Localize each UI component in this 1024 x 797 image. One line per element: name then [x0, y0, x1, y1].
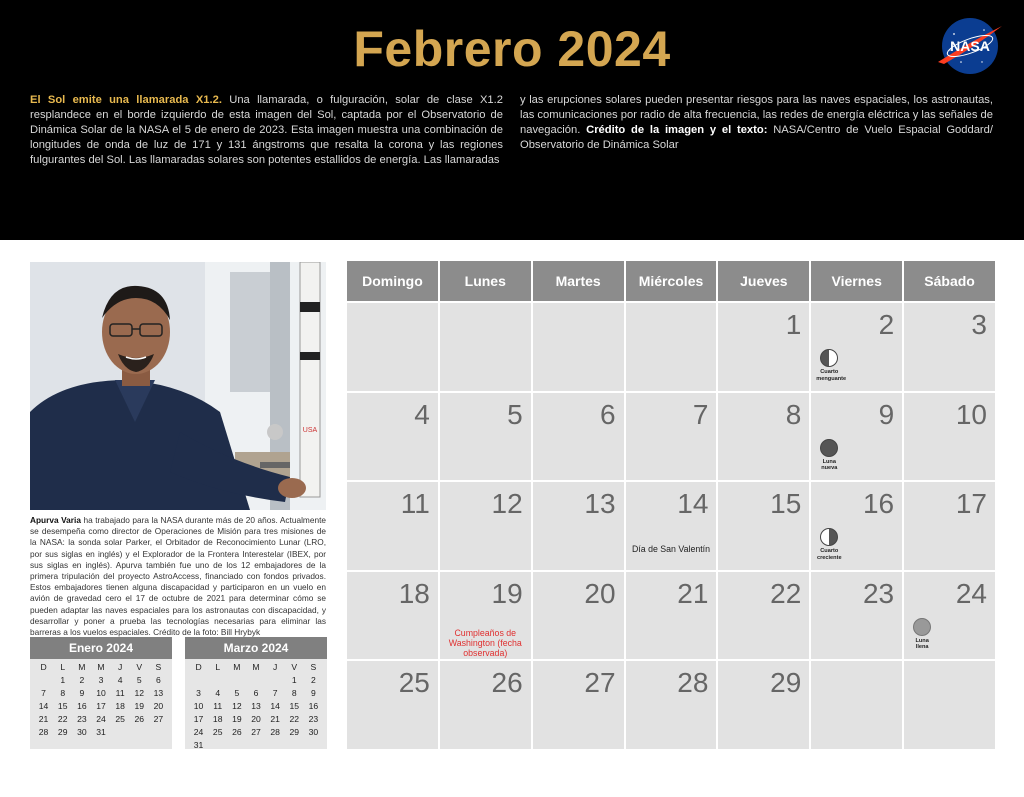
day-number: 25: [398, 667, 430, 698]
day-cell: [811, 661, 902, 749]
day-cell: [347, 482, 438, 570]
mini-day: [34, 675, 53, 686]
day-cell: [533, 303, 624, 391]
day-cell: [904, 393, 995, 481]
mini-day: 7: [272, 688, 278, 698]
mini-day: 23: [77, 714, 87, 724]
mini-day: [227, 675, 246, 686]
mini-day: 16: [77, 701, 87, 711]
page-title: Febrero 2024: [353, 21, 671, 77]
day-cell: [626, 482, 717, 570]
mini-day: 5: [234, 688, 240, 698]
day-cell: [347, 661, 438, 749]
moon-phase: [816, 439, 842, 472]
mini-day: [266, 740, 285, 751]
mini-day: 18: [115, 701, 125, 711]
day-cell: [347, 572, 438, 660]
day-number: 6: [599, 398, 616, 430]
day-number: 4: [414, 398, 430, 430]
day-number: 28: [677, 667, 709, 698]
mini-day: 8: [60, 688, 66, 698]
day-cell: [440, 393, 531, 481]
mini-day: 13: [153, 688, 164, 698]
mini-day: 26: [134, 714, 145, 724]
mini-day: 11: [115, 688, 125, 698]
weekday-label: Domingo: [347, 261, 438, 301]
mini-day: 2: [79, 675, 85, 685]
day-number: 11: [400, 488, 430, 519]
portrait-photo: [30, 262, 326, 510]
mini-weekday-label: M: [233, 662, 241, 672]
description-left: [30, 93, 503, 168]
mini-day: [189, 675, 208, 686]
moon-phase: [816, 528, 842, 561]
mini-weekday-label: J: [272, 662, 278, 672]
day-number: 16: [862, 488, 895, 519]
day-number: 14: [677, 488, 709, 519]
mini-day: 4: [117, 675, 123, 685]
moon-phase: [909, 618, 935, 651]
day-cell: [533, 482, 624, 570]
mini-day: 11: [213, 701, 223, 711]
moon-first-quarter-icon: [820, 528, 838, 546]
mini-day: 25: [115, 714, 125, 724]
mini-day: 24: [96, 714, 106, 724]
mini-day: [246, 675, 265, 686]
rocket-usa-label: USA: [302, 427, 318, 434]
day-number: 15: [770, 488, 802, 519]
day-cell: [904, 572, 995, 660]
mini-day: 1: [60, 675, 66, 685]
mini-day: 6: [253, 688, 259, 698]
month-calendar: [347, 261, 995, 750]
mini-day: 9: [79, 688, 85, 698]
weekday-label: Jueves: [718, 261, 809, 301]
day-cell: [811, 572, 902, 660]
day-cell: [626, 572, 717, 660]
mini-day: [111, 727, 130, 738]
caption-text: ha trabajado para la NASA durante más de 20 años. Actualmente se desempeña como director de Operaciones de Misión para tres misiones de la NASA: la sonda solar Parker, el Orbitador de Reconocimiento Lunar (LRO, por sus siglas en inglés) y el Explorador de la Frontera Interestelar (IBEX, por sus siglas en inglés). Apurva también fue uno de los 12 embajadores de la primera tripulación del proyecto AstroAccess, financiado con fondos privados. Estos embajadores tienen alguna discapacidad y participaron en un vuelo en avión de gravedad cero el 17 de octubre de 2021 para determinar cómo se pueden adaptar las naves espaciales para los astronautas con discapacidad, y desarrollar y poner a prueba las tecnologías necesarias para eliminar las barreras a los vuelos espaciales. Crédito de la foto: Bill Hrybyk: [30, 515, 326, 638]
day-number: 17: [955, 488, 987, 519]
day-cell: [718, 572, 809, 660]
mini-day: [285, 740, 304, 751]
mini-day: 31: [193, 740, 204, 750]
mini-day: 24: [193, 727, 204, 737]
mini-day: 30: [77, 727, 87, 737]
day-cell: [347, 393, 438, 481]
holiday-event: Cumpleaños de Washington (fecha observada): [448, 627, 522, 658]
day-number: 8: [785, 398, 802, 430]
credit-label: Crédito de la imagen y el texto:: [586, 124, 768, 136]
mini-day: 10: [96, 688, 106, 698]
day-cell: [533, 572, 624, 660]
day-number: 13: [584, 488, 616, 519]
mini-calendar-title: Enero 2024: [30, 637, 172, 659]
mini-weekday-label: S: [310, 662, 317, 672]
mini-day: [149, 727, 168, 738]
mini-day: 27: [153, 714, 164, 724]
mini-day: 29: [289, 727, 300, 737]
day-number: 26: [491, 667, 523, 698]
description-right-text: y las erupciones solares pueden presentar riesgos para las naves espaciales, los astronautas, las comunicaciones por radio de alta frecuencia, las redes de energía eléctrica y las señales de navegación.: [520, 94, 993, 136]
mini-day: 3: [98, 675, 104, 685]
mini-day: 14: [270, 701, 280, 711]
mini-day: [266, 675, 285, 686]
description-left-text: Una llamarada, o fulguración, solar de clase X1.2 resplandece en el borde izquierdo de esta imagen del Sol, captada por el Observatorio de Dinámica Solar de la NASA el 5 de enero de 2023. Esta imagen muestra una combinación de longitudes de onda de luz de 171 y 131 ángstroms que resalta la corona y las regiones fulgurantes del Sol. Las llamaradas solares son potentes estallidos de energía. Las llamaradas: [30, 94, 503, 166]
day-cell: [811, 303, 902, 391]
caption-name: Apurva Varia: [30, 515, 81, 525]
mini-weekday-label: D: [40, 662, 47, 672]
weekday-label: Martes: [533, 261, 624, 301]
day-number: 22: [770, 577, 802, 609]
day-number: 19: [491, 577, 523, 609]
mini-day: 25: [212, 727, 223, 737]
mini-day: 8: [291, 688, 297, 698]
moon-last-quarter-icon: [820, 349, 838, 367]
mini-weekday-label: S: [155, 662, 162, 672]
day-cell: [626, 661, 717, 749]
day-cell: [533, 661, 624, 749]
day-number: 18: [398, 577, 430, 609]
mini-day: 12: [134, 688, 145, 698]
mini-day: 14: [38, 701, 49, 711]
mini-calendar-march: [185, 637, 327, 749]
mini-weekday-label: L: [215, 662, 221, 672]
moon-phase-label: Luna nueva: [821, 458, 838, 471]
mini-weekday-label: V: [291, 662, 298, 672]
mini-day: 2: [311, 675, 316, 685]
mini-day: 26: [232, 727, 242, 737]
mini-weekday-label: M: [252, 662, 260, 672]
mini-day: [227, 740, 246, 751]
mini-day: 21: [270, 714, 280, 724]
mini-day: 20: [153, 701, 164, 711]
mini-day: [304, 740, 323, 751]
mini-weekday-label: V: [136, 662, 143, 672]
mini-day: 23: [308, 714, 319, 724]
credit-text: NASA/Centro de Vuelo Espacial Goddard/ Observatorio de Dinámica Solar: [520, 124, 993, 151]
moon-full-icon: [913, 618, 931, 636]
day-number: 24: [955, 577, 987, 609]
mini-day: [208, 675, 227, 686]
day-cell: [626, 303, 717, 391]
mini-weekday-label: L: [60, 662, 66, 672]
mini-day: 21: [38, 714, 49, 724]
mini-weekday-label: M: [97, 662, 105, 672]
mini-day: 7: [41, 688, 46, 698]
mini-day: 9: [311, 688, 316, 698]
mini-day: 28: [270, 727, 280, 737]
moon-phase-label: Cuarto creciente: [816, 548, 842, 561]
header-banner: [0, 0, 1024, 240]
day-cell: [347, 303, 438, 391]
weekday-label: Sábado: [904, 261, 995, 301]
mini-day: 17: [193, 714, 204, 724]
day-number: 10: [955, 398, 987, 430]
mini-day: [208, 740, 227, 751]
moon-phase-label: Cuarto menguante: [816, 369, 847, 382]
calendar-grid: [347, 303, 995, 749]
day-number: 3: [971, 309, 987, 340]
mini-day: 19: [134, 701, 145, 711]
mini-calendar-grid: [30, 659, 172, 738]
day-number: 7: [692, 398, 709, 430]
mini-day: 15: [289, 701, 300, 711]
mini-day: 29: [57, 727, 68, 737]
mini-day: 31: [96, 727, 106, 737]
description-headline: El Sol emite una llamarada X1.2.: [30, 94, 222, 106]
description-right: [520, 93, 993, 153]
mini-weekday-label: D: [195, 662, 202, 672]
day-cell: [904, 303, 995, 391]
day-cell: [718, 482, 809, 570]
moon-phase: [816, 349, 847, 382]
mini-day: 6: [156, 675, 161, 685]
day-cell: [718, 393, 809, 481]
mini-day: [130, 727, 149, 738]
day-number: 23: [862, 577, 895, 609]
mini-day: 13: [251, 701, 261, 711]
mini-day: 18: [212, 714, 223, 724]
mini-day: 17: [96, 701, 106, 711]
moon-phase-label: Luna llena: [915, 637, 929, 650]
mini-day: 27: [251, 727, 261, 737]
day-cell: [904, 661, 995, 749]
day-number: 20: [584, 577, 616, 609]
mini-day: 30: [308, 727, 319, 737]
day-cell: [626, 393, 717, 481]
nasa-logo-text: NASA: [950, 38, 990, 54]
mini-day: 1: [291, 675, 297, 685]
weekday-header: [347, 261, 995, 301]
mini-day: [246, 740, 265, 751]
mini-weekday-label: J: [117, 662, 123, 672]
calendar-event: Día de San Valentín: [631, 544, 711, 554]
day-cell: [440, 303, 531, 391]
day-number: 2: [878, 309, 895, 340]
weekday-label: Lunes: [440, 261, 531, 301]
moon-new-icon: [820, 439, 838, 457]
day-cell: [811, 482, 902, 570]
day-cell: [904, 482, 995, 570]
day-cell: [811, 393, 902, 481]
day-cell: [718, 661, 809, 749]
mini-day: 4: [215, 688, 221, 698]
day-number: 29: [770, 667, 802, 698]
day-number: 27: [584, 667, 616, 698]
photo-caption: [30, 515, 326, 638]
mini-day: 16: [308, 701, 319, 711]
day-number: 5: [507, 398, 523, 430]
day-number: 12: [491, 488, 523, 519]
mini-calendar-january: [30, 637, 172, 749]
day-cell: [533, 393, 624, 481]
mini-weekday-label: M: [78, 662, 86, 672]
weekday-label: Viernes: [811, 261, 902, 301]
mini-day: 5: [136, 675, 142, 685]
day-number: 21: [677, 577, 709, 609]
mini-calendar-title: Marzo 2024: [185, 637, 327, 659]
day-cell: [718, 303, 809, 391]
day-cell: [440, 572, 531, 660]
mini-day: 10: [193, 701, 204, 711]
day-number: 1: [785, 309, 802, 340]
mini-day: 12: [232, 701, 242, 711]
mini-day: 20: [251, 714, 261, 724]
mini-day: 22: [57, 714, 68, 724]
mini-day: 3: [196, 688, 201, 698]
mini-day: 19: [232, 714, 242, 724]
mini-day: 15: [57, 701, 68, 711]
day-number: 9: [878, 398, 895, 430]
weekday-label: Miércoles: [626, 261, 717, 301]
mini-calendar-grid: [185, 659, 327, 751]
day-cell: [440, 482, 531, 570]
mini-day: 28: [38, 727, 49, 737]
mini-day: 22: [289, 714, 300, 724]
day-cell: [440, 661, 531, 749]
nasa-logo-icon: [936, 16, 1004, 76]
